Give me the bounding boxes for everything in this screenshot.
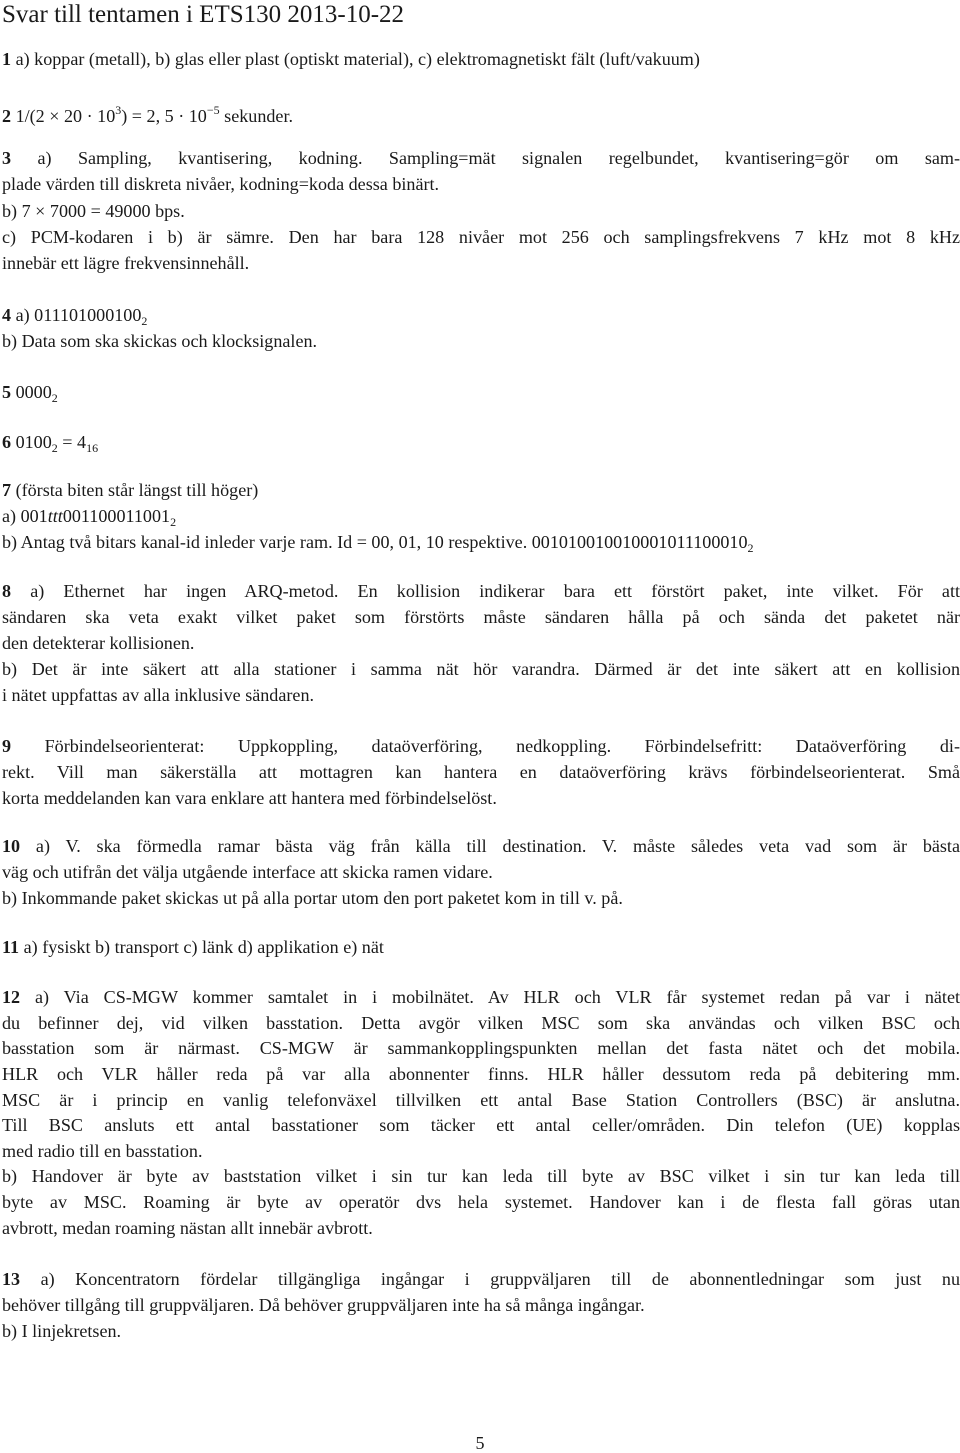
question-number: 12 (2, 987, 21, 1007)
answer-text: (första biten står längst till höger) (15, 480, 259, 500)
answer-12-line-9: byte av MSC. Roaming är byte av operatör dvs hela systemet. Handover kan i de flesta fall göras utan (2, 1192, 960, 1212)
answer-9-line-3: korta meddelanden kan vara enklare att hantera med förbindelselöst. (2, 788, 497, 808)
subscript: 2 (51, 391, 58, 405)
answer-11 (2, 935, 960, 959)
question-number: 4 (2, 305, 12, 325)
answer-8-line-1 (2, 579, 960, 603)
answer-8-line-3: den detekterar kollisionen. (2, 633, 195, 653)
exponent: 3 (115, 103, 122, 117)
answer-text: a) fysiskt b) transport c) länk d) applikation e) nät (23, 937, 384, 957)
answer-text-italic: ttt (47, 506, 63, 526)
answer-12-line-5: MSC är i princip en vanlig telefonväxel tillvilken ett antal Base Station Controllers (BSC) är anslutna. (2, 1090, 960, 1110)
question-number: 11 (2, 937, 20, 957)
question-number: 6 (2, 432, 12, 452)
answer-text: a) 001 (2, 506, 48, 526)
answer-13-line-1 (2, 1267, 960, 1291)
subscript: 2 (170, 515, 177, 529)
answer-text: b) Antag två bitars kanal-id inleder varje ram. Id = 00, 01, 10 respektive. 001010010010001011100010 (2, 532, 748, 552)
answer-4-b: b) Data som ska skickas och klocksignalen. (2, 331, 318, 351)
question-number: 1 (2, 49, 12, 69)
answer-text: a) V. ska förmedla ramar bästa väg från källa till destination. V. måste således veta vad som är bästa (35, 836, 960, 856)
answer-12-line-8: b) Handover är byte av baststation vilket i sin tur kan leda till byte av BSC vilket i sin tur kan leda till (2, 1166, 960, 1186)
question-number: 9 (2, 736, 12, 756)
question-number: 7 (2, 480, 12, 500)
answer-7-b (2, 530, 960, 560)
answer-text: 1/(2 × 20 · 10 (15, 106, 116, 126)
answer-9-line-2: rekt. Vill man säkerställa att mottagren kan hantera en dataöverföring krävs förbindelseorienterat. Små (2, 762, 960, 782)
answer-10-line-3: b) Inkommande paket skickas ut på alla portar utom den port paketet kom in till v. på. (2, 888, 623, 908)
answer-text: 0100 (15, 432, 52, 452)
page-title: Svar till tentamen i ETS130 2013-10-22 (2, 1, 405, 28)
answer-12-line-3: basstation som är närmast. CS-MGW är sammankopplingspunkten mellan det fasta nätet och det mobila. (2, 1038, 960, 1058)
question-number: 5 (2, 382, 12, 402)
answer-8-line-4: b) Det är inte säkert att alla stationer i samma nät hör varandra. Därmed är det inte säkert att en kollision (2, 659, 960, 679)
answer-3-line-3: b) 7 × 7000 = 49000 bps. (2, 201, 185, 221)
answer-9-line-1 (2, 734, 960, 758)
answer-text: a) Via CS-MGW kommer samtalet in i mobilnätet. Av HLR och VLR får systemet redan på var i nätet (35, 987, 960, 1007)
answer-13-line-3: b) I linjekretsen. (2, 1321, 122, 1341)
answer-text: ) = 2, 5 · 10 (121, 106, 207, 126)
answer-12-line-2: du befinner dej, vid vilken basstation. Detta avgör vilken MSC som ska användas och vilken BSC och (2, 1013, 960, 1033)
answer-7-line-1 (2, 478, 960, 502)
answer-1 (2, 47, 960, 71)
subscript: 16 (86, 441, 99, 455)
question-number: 2 (2, 106, 12, 126)
answer-text: 001100011001 (62, 506, 171, 526)
answer-text: a) Ethernet har ingen ARQ-metod. En kollision indikerar bara ett förstört paket, inte vilket. För att (30, 581, 960, 601)
answer-text: = 4 (57, 432, 87, 452)
answer-12-line-4: HLR och VLR håller reda på var alla abonnenter finns. HLR håller dessutom reda på debitering mm. (2, 1064, 960, 1084)
answer-12-line-1 (2, 985, 960, 1009)
answer-text: a) 011101000100 (15, 305, 142, 325)
page-number: 5 (475, 1433, 485, 1453)
answer-12-line-6: Till BSC ansluts ett antal basstationer som täcker ett antal celler/områden. Din telefon (UE) kopplas (2, 1115, 960, 1135)
answer-10-line-2: väg och utifrån det välja utgående interface att skicka ramen vidare. (2, 862, 493, 882)
question-number: 8 (2, 581, 12, 601)
answer-3-line-1 (2, 146, 960, 170)
answer-8-line-5: i nätet uppfattas av alla inklusive sändaren. (2, 685, 315, 705)
question-number: 10 (2, 836, 21, 856)
answer-text: a) Sampling, kvantisering, kodning. Sampling=mät signalen regelbundet, kvantisering=gör om sam- (37, 148, 960, 168)
answer-text: a) koppar (metall), b) glas eller plast (optiskt material), c) elektromagnetiskt fält (luft/vakuum) (15, 49, 700, 69)
answer-text: 0000 (15, 382, 52, 402)
subscript: 2 (51, 441, 58, 455)
answer-8-line-2: sändaren ska veta exakt vilket paket som förstörts måste sändaren hålla på och sända det paketet när (2, 607, 960, 627)
answer-3-line-2: plade värden till diskreta nivåer, kodning=koda dessa binärt. (2, 174, 440, 194)
answer-text: Förbindelseorienterat: Uppkoppling, dataöverföring, nedkoppling. Förbindelsefritt: Dataöverföring di- (44, 736, 960, 756)
answer-12-line-7: med radio till en basstation. (2, 1141, 203, 1161)
answer-10-line-1 (2, 834, 960, 858)
answer-5 (2, 380, 960, 410)
answer-12-line-10: avbrott, medan roaming nästan allt innebär avbrott. (2, 1218, 373, 1238)
subscript: 2 (747, 541, 754, 555)
exponent: −5 (206, 103, 220, 117)
answer-3-line-5: innebär ett lägre frekvensinnehåll. (2, 253, 250, 273)
answer-text: a) Koncentratorn fördelar tillgängliga ingångar i gruppväljaren till de abonnentledningar som just nu (40, 1269, 960, 1289)
answer-text: sekunder. (219, 106, 293, 126)
answer-3-line-4: c) PCM-kodaren i b) är sämre. Den har bara 128 nivåer mot 256 och samplingsfrekvens 7 kHz mot 8 kHz (2, 227, 960, 247)
answer-13-line-2: behöver tillgång till gruppväljaren. Då behöver gruppväljaren inte ha så många ingångar. (2, 1295, 645, 1315)
answer-6 (2, 430, 960, 460)
answer-2 (2, 98, 960, 128)
question-number: 13 (2, 1269, 21, 1289)
question-number: 3 (2, 148, 12, 168)
subscript: 2 (141, 314, 148, 328)
